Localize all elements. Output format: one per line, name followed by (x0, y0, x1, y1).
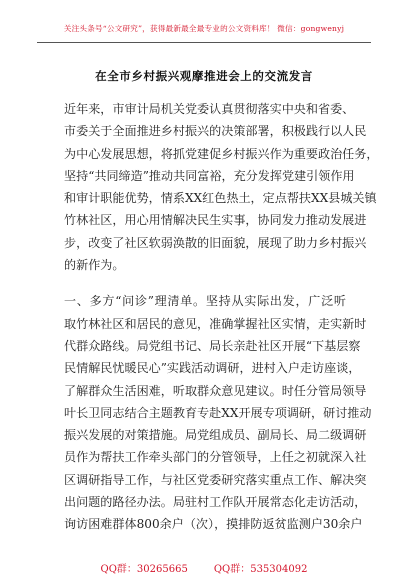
text-line: 竹林社区，用心用情解决民生实事，协同发力推动发展进 (64, 213, 367, 228)
text-line: 了解群众生活困难，听取群众意见建议。时任分管局领导 (64, 383, 367, 398)
text-line: 的新作为。 (64, 258, 125, 273)
text-line: 坚持“共同缔造”推动共同富裕，充分发挥党建引领作用 (64, 168, 355, 183)
text-line: 振兴发展的对策措施。局党组成员、副局长、局二级调研 (64, 428, 367, 443)
text-line: 代群众路线。局党组书记、局长亲赴社区开展“下基层察 (64, 338, 361, 353)
text-line: 一、多方“问诊”理清单。坚持从实际出发，广泛听 (64, 294, 346, 309)
header-divider (37, 42, 371, 43)
text-line: 和审计职能优势，情系XX红色热土，定点帮扶XX县城关镇 (64, 191, 377, 206)
footer-qq-group-right: QQ群：535304092 (213, 564, 308, 575)
paragraph-gap (64, 276, 346, 290)
footer-qq-group-left: QQ群：30265665 (100, 564, 188, 575)
footer-contact (0, 560, 408, 575)
text-line: 员作为帮扶工作牵头部门的分管领导，上任之初就深入社 (64, 450, 367, 465)
text-line: 步，改变了社区软弱涣散的旧面貌，展现了助力乡村振兴 (64, 235, 367, 250)
text-line: 叶长卫同志结合主题教育专赴XX开展专项调研，研讨推动 (64, 405, 372, 420)
paragraph-section-one (64, 290, 372, 535)
paragraph-intro (64, 98, 379, 276)
text-line: 取竹林社区和居民的意见，准确掌握社区实情，走实新时 (64, 316, 367, 331)
text-line: 询访困难群体800余户（次），摸排防返贫监测户30余户 (64, 517, 363, 532)
header-promo-note: 关注头条号“公文研究”，获得最新最全最专业的公文资料库！ 微信：gongwenyj (63, 24, 345, 33)
document-title: 在全市乡村振兴观摩推进会上的交流发言 (95, 69, 313, 83)
document-body (64, 98, 379, 536)
text-line: 出问题的路径办法。局驻村工作队开展常态化走访活动， (64, 495, 367, 510)
text-line: 为中心发展思想，将抓党建促乡村振兴作为重要政治任务， (64, 146, 379, 161)
text-line: 区调研指导工作，与社区党委研究落实重点工作、解决突 (64, 472, 367, 487)
text-line: 市委关于全面推进乡村振兴的决策部署，积极践行以人民 (64, 124, 367, 139)
text-line: 民情解民忧暖民心”实践活动调研，进村入户走访座谈， (64, 361, 361, 376)
text-line: 近年来，市审计局机关党委认真贯彻落实中央和省委、 (64, 102, 355, 116)
